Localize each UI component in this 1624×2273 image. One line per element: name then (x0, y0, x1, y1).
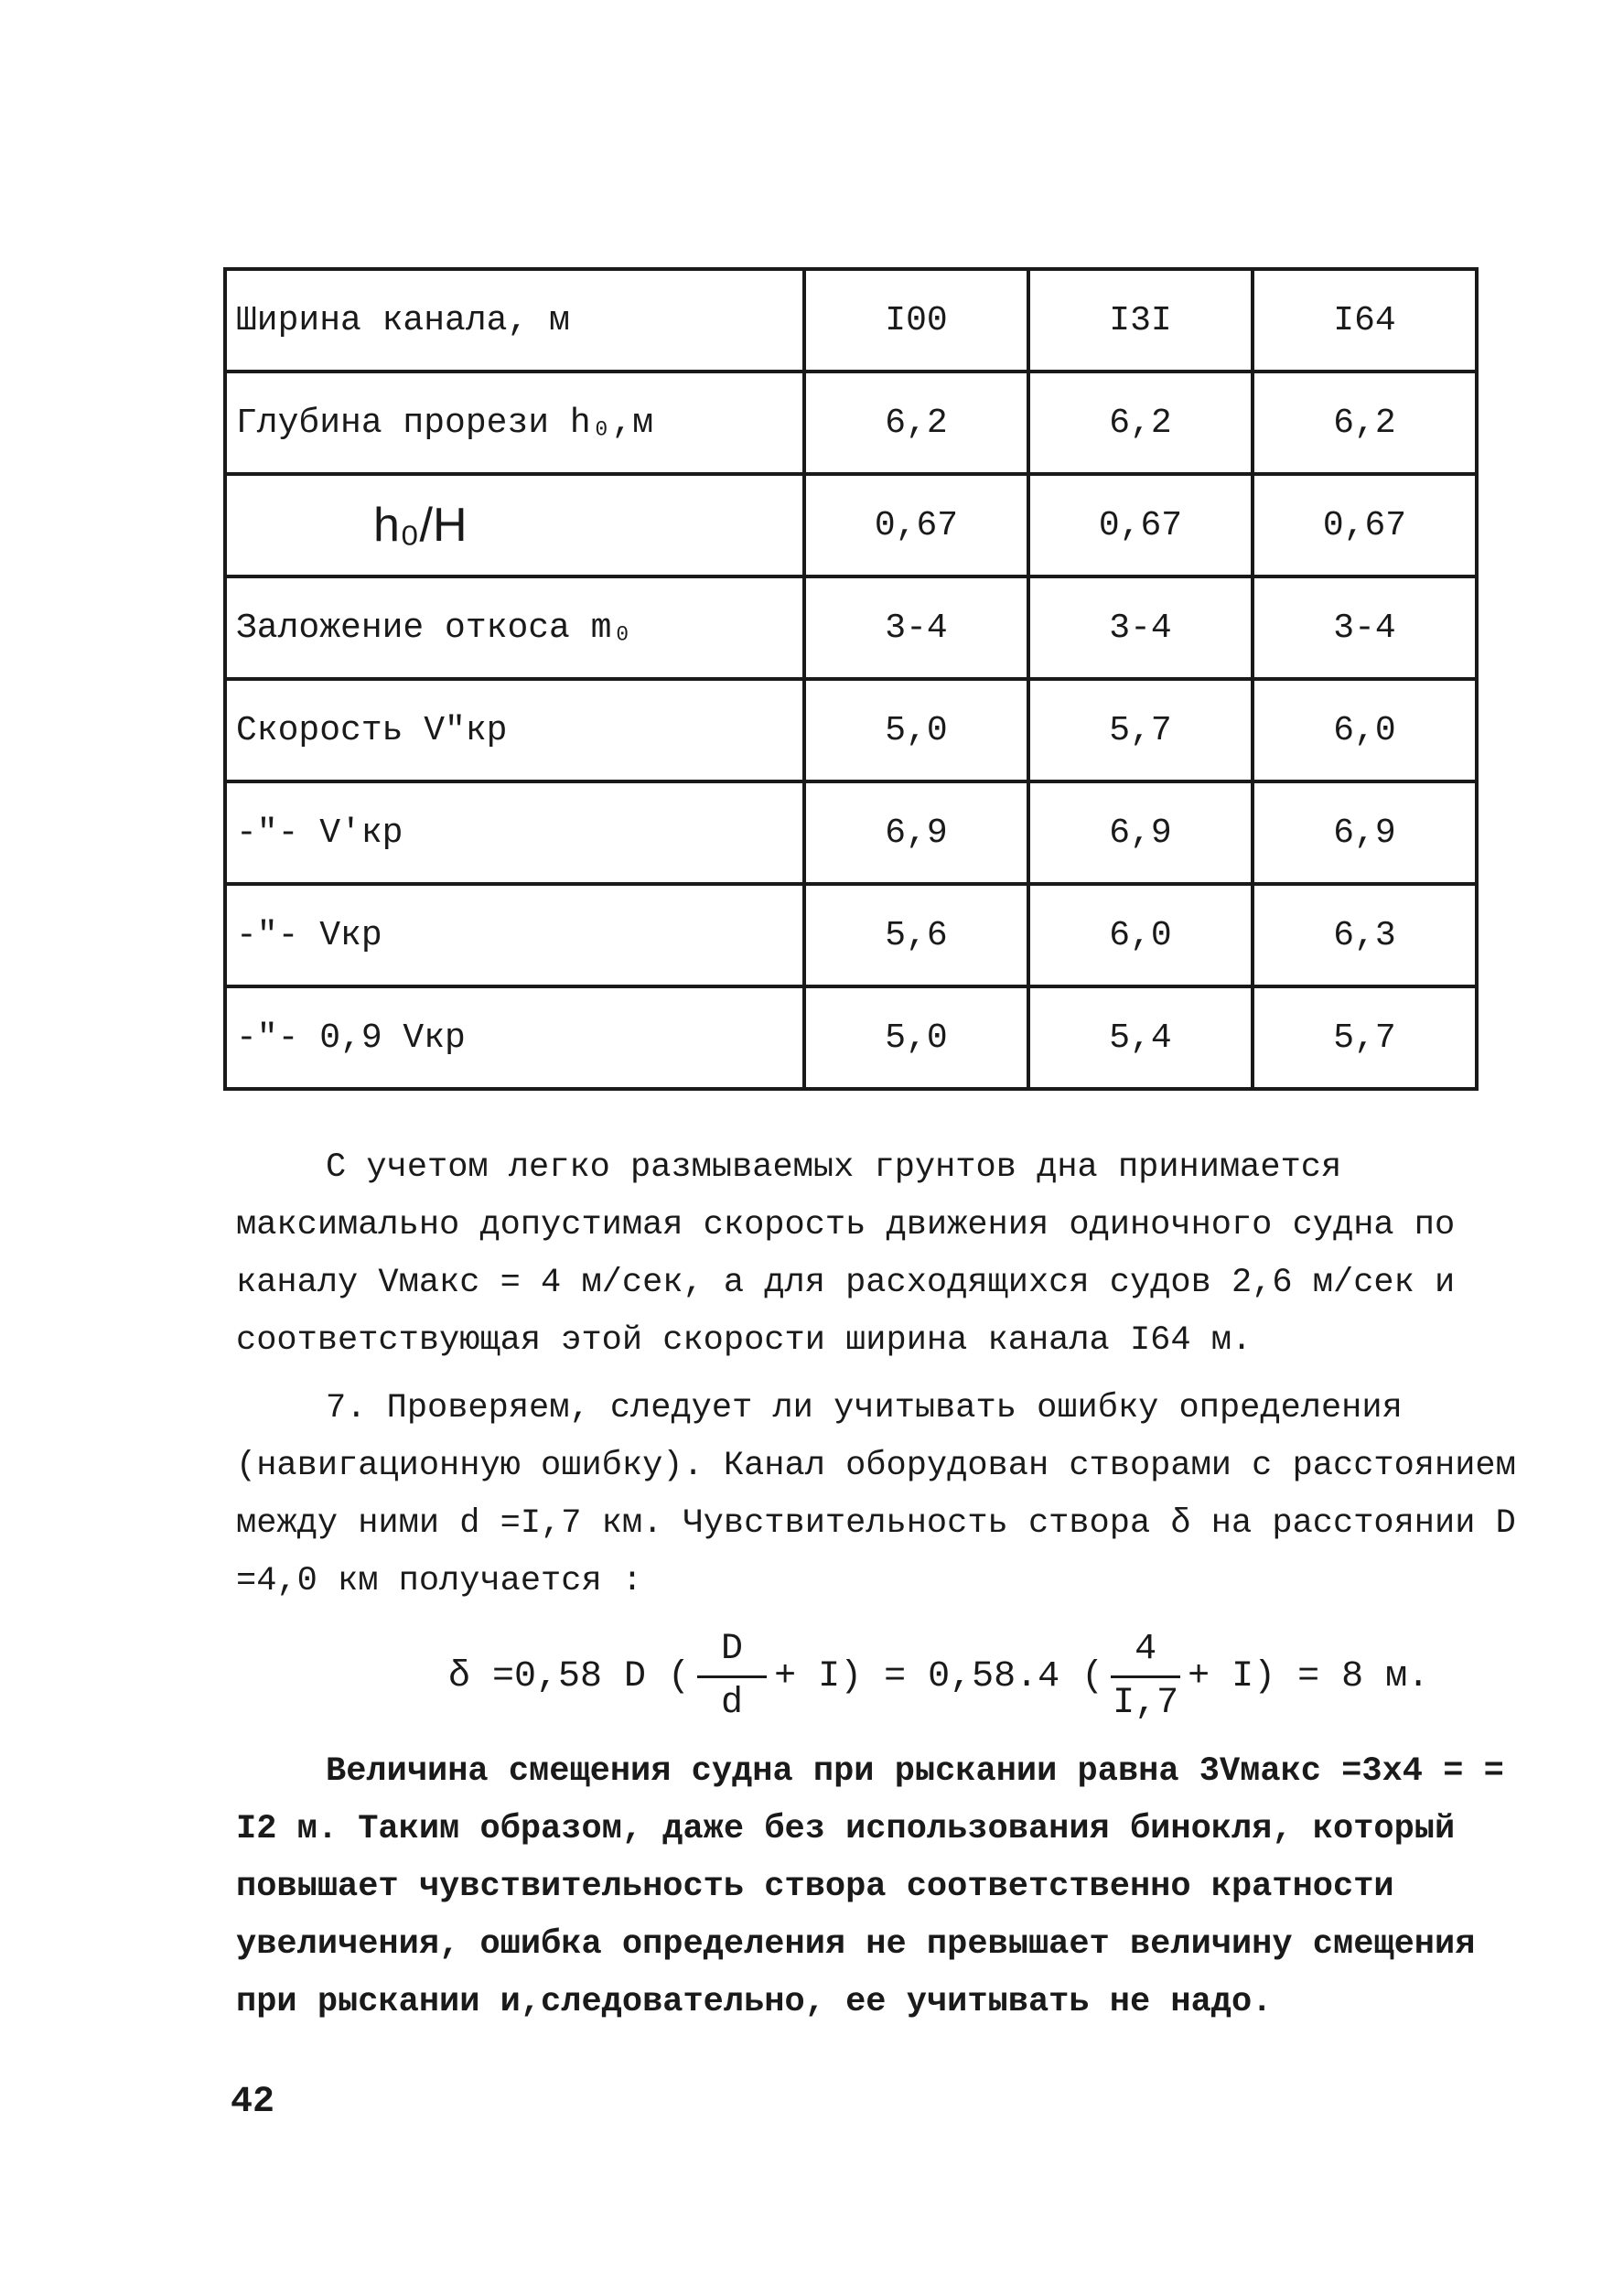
cell-value: 6,0 (1253, 679, 1477, 781)
fraction-numerator: 4 (1111, 1624, 1180, 1678)
cell-value: 6,3 (1253, 884, 1477, 986)
formula-lhs: δ =0,58 D ( (448, 1656, 691, 1697)
parameters-table (223, 267, 1479, 1091)
page-number: 42 (231, 2082, 275, 2123)
row-label: -"- 0,9 Vкр (225, 986, 804, 1089)
cell-value: I3I (1028, 269, 1253, 372)
cell-value: 5,7 (1253, 986, 1477, 1089)
paragraph-text: Величина смещения судна при рыскании равна 3Vмакс =3х4 = = I2 м. Таким образом, даже без использования бинокля, который повышает чувствительность створа соответственно кратности увеличения, ошибка определения не превышает величину смещения при рыскании и,следовательно, ее учитывать не надо. (236, 1752, 1504, 2021)
paragraph-yaw-offset (236, 1743, 1554, 2031)
cell-value: 6,9 (1028, 781, 1253, 884)
fraction-d-over-d (697, 1624, 767, 1729)
cell-value: I64 (1253, 269, 1477, 372)
cell-value: 6,9 (804, 781, 1028, 884)
row-label: Глубина прорези h₀,м (225, 372, 804, 474)
fraction-4-over-1-7 (1111, 1624, 1180, 1729)
cell-value: 6,2 (1028, 372, 1253, 474)
cell-value: 6,2 (804, 372, 1028, 474)
cell-value: 5,0 (804, 679, 1028, 781)
cell-value: 6,0 (1028, 884, 1253, 986)
cell-value: 3-4 (1253, 576, 1477, 679)
cell-value: 5,4 (1028, 986, 1253, 1089)
row-label: -"- V′кр (225, 781, 804, 884)
table-row (225, 372, 1477, 474)
cell-value: 3-4 (1028, 576, 1253, 679)
formula-middle: + I) = 0,58.4 ( (774, 1656, 1104, 1697)
table-row (225, 269, 1477, 372)
cell-value: 5,6 (804, 884, 1028, 986)
paragraph-text: С учетом легко размываемых грунтов дна принимается максимально допустимая скорость движения одиночного судна по каналу Vмакс = 4 м/сек, а для расходящихся судов 2,6 м/сек и соответствующая этой скорости ширина канала I64 м. (236, 1148, 1456, 1360)
formula-rhs: + I) = 8 м. (1188, 1656, 1430, 1697)
paragraph-text: 7. Проверяем, следует ли учитывать ошибку определения (навигационную ошибку). Канал оборудован створами с расстоянием между ними d =I,7 км. Чувствительность створа δ на расстоянии D =4,0 км получается : (236, 1389, 1516, 1600)
row-label: Ширина канала, м (225, 269, 804, 372)
sensitivity-formula (448, 1624, 1429, 1729)
fraction-numerator: D (697, 1624, 767, 1678)
paragraph-check-error (236, 1380, 1554, 1610)
row-label (225, 474, 804, 576)
ratio-symbol: h₀/H (373, 499, 468, 552)
fraction-denominator: d (721, 1683, 744, 1724)
table-row (225, 679, 1477, 781)
row-label: Заложение откоса m₀ (225, 576, 804, 679)
paragraph-max-speed (236, 1139, 1554, 1370)
table-row (225, 576, 1477, 679)
cell-value: 6,2 (1253, 372, 1477, 474)
cell-value: 0,67 (804, 474, 1028, 576)
row-label: Скорость V″кр (225, 679, 804, 781)
fraction-denominator: I,7 (1113, 1683, 1179, 1724)
table-row (225, 781, 1477, 884)
table-row (225, 884, 1477, 986)
table-row (225, 474, 1477, 576)
cell-value: 6,9 (1253, 781, 1477, 884)
row-label: -"- Vкр (225, 884, 804, 986)
cell-value: 0,67 (1028, 474, 1253, 576)
cell-value: 5,0 (804, 986, 1028, 1089)
cell-value: I00 (804, 269, 1028, 372)
cell-value: 5,7 (1028, 679, 1253, 781)
table-row (225, 986, 1477, 1089)
cell-value: 0,67 (1253, 474, 1477, 576)
cell-value: 3-4 (804, 576, 1028, 679)
